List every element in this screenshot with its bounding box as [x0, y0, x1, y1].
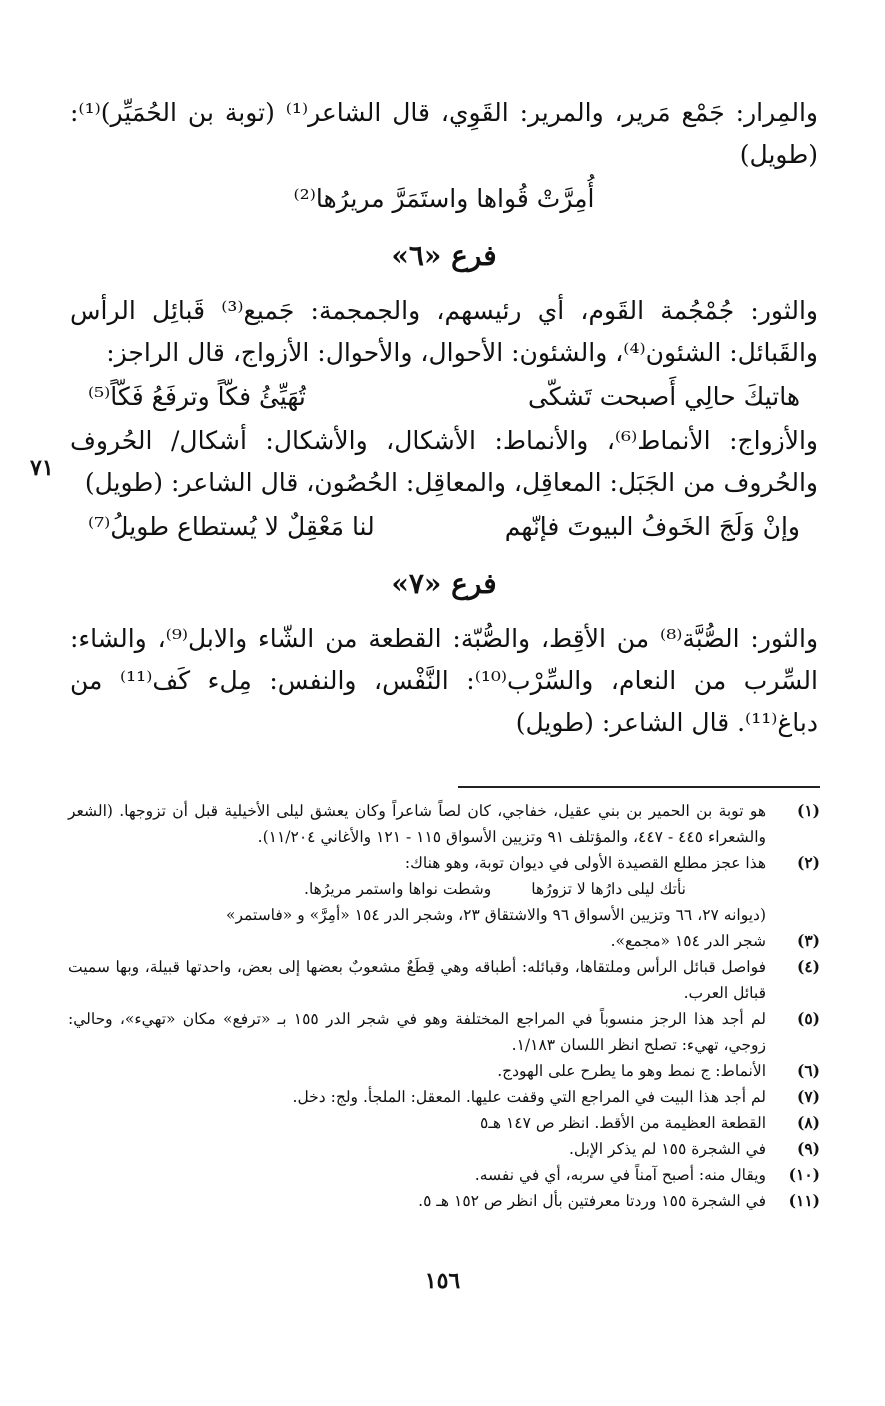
footnote-item — [68, 1110, 820, 1136]
footnote-text: هذا عجز مطلع القصيدة الأولى في ديوان توبة، وهو هناك: — [404, 854, 766, 872]
footnote-number: (٢) — [796, 853, 820, 872]
verse-2-first-hemistich: هاتيكَ حالِي أَصبحت تَشكّى — [527, 382, 800, 411]
footnote-text: لم أجد هذا الرجز منسوباً في المراجع المختلفة وهو في شجر الدر ١٥٥ بـ «ترفع» مكان «تهيء»، وحالي: زوجي، تهيء: تصلح انظر اللسان ١/١٨٣. — [68, 1010, 766, 1054]
footnote-number: (١١) — [788, 1191, 820, 1210]
footnote-text: في الشجرة ١٥٥ لم يذكر الإبل. — [568, 1140, 766, 1158]
paragraph-4: والثور: الصُّبَّة⁽⁸⁾ من الأقِط، والصُّبّة: القطعة من الشّاء والابل⁽⁹⁾، والشاء: السِّرب من النعام، والسِّرْب⁽¹⁰⁾: النَّفْس، والنفس: مِلء كَف⁽¹¹⁾ من دباغ⁽¹¹⁾. قال الشاعر: (طويل) — [70, 624, 819, 737]
footnote-text-continued: (ديوانه ٢٧، ٦٦ وتزيين الأسواق ٩٦ والاشتقاق ٢٣، وشجر الدر ١٥٤ «أمِرَّ» و «فاستمر» — [226, 906, 766, 924]
verse-2-second-hemistich: تُهَيِّئُ فكّاً وترفَعُ فَكّاً⁽⁵⁾ — [88, 382, 306, 411]
footnote-text: فواصل قبائل الرأس وملتقاها، وقبائله: أطباقه وهي قِطَعٌ مشعوبٌ بعضها إلى بعض، واحدتها قبيلة، وبها سميت قبائل العرب. — [68, 958, 766, 1002]
footnote-number: (١٠) — [788, 1165, 820, 1184]
footnote-item — [68, 1162, 820, 1188]
verse-3 — [70, 504, 818, 550]
footnote-item — [68, 1136, 820, 1162]
footnote-item — [68, 928, 820, 954]
footnote-item — [68, 1084, 820, 1110]
paragraph-2: والثور: جُمْجُمة القَوم، أي رئيسهم، والجمجمة: جَميع⁽³⁾ قَبائِل الرأس والقَبائل: الشئون⁽⁴⁾، والشئون: الأحوال، والأحوال: الأزواج، قال الراجز: — [70, 296, 818, 367]
footnote-text: القطعة العظيمة من الأقط. انظر ص ١٤٧ هـ٥ — [480, 1114, 766, 1132]
footnote-item — [68, 1058, 820, 1084]
footnote-text: الأنماط: ج نمط وهو ما يطرح على الهودج. — [497, 1062, 766, 1080]
footnote-text: هو توبة بن الحمير بن بني عقيل، خفاجي، كان لصاً شاعراً وكان يعشق ليلى الأخيلية قبل أن تزوجها. (الشعر والشعراء ٤٤٥ - ٤٤٧، والمؤتلف ٩١ وتزيين الأسواق ١١٥ - ١٢١ والأغاني ١١/٢٠٤). — [68, 802, 766, 846]
footnote-item — [68, 1188, 820, 1214]
footnote-number: (١) — [796, 801, 820, 820]
footnote-text: ويقال منه: أصبح آمناً في سربه، أي في نفسه. — [474, 1166, 766, 1184]
footnote-number: (٦) — [796, 1061, 820, 1080]
footnote-verse-first: نأتك ليلى دارُها لا تزورُها — [531, 880, 686, 898]
footnote-item — [68, 1006, 820, 1058]
footnote-number: (٧) — [796, 1087, 820, 1106]
section-heading-6: فرع «٦» — [391, 239, 497, 272]
footnote-verse-second: وشطت نواها واستمر مريرُها. — [304, 880, 492, 898]
paragraph-3: والأزواج: الأنماط⁽⁶⁾، والأنماط: الأشكال، والأشكال: أشكال/ الحُروف والحُروف من الجَبَل: المعاقِل، والمعاقِل: الحُصُون، قال الشاعر: (طويل) — [70, 426, 818, 497]
section-heading-7: فرع «٧» — [391, 567, 497, 600]
footnotes — [68, 798, 820, 1214]
verse-3-first-hemistich: وإنْ وَلَجَ الخَوفُ البيوتَ فإنّهم — [504, 512, 800, 541]
paragraph-1: والمِرار: جَمْع مَرير، والمرير: القَوِي، قال الشاعر⁽¹⁾ (توبة بن الحُمَيِّر)⁽¹⁾: (طويل) — [70, 98, 818, 169]
footnote-item — [68, 798, 820, 850]
footnote-item — [68, 954, 820, 1006]
footnote-number: (٤) — [796, 957, 820, 976]
verse-2 — [70, 374, 818, 420]
footnote-number: (٣) — [796, 931, 820, 950]
footnote-number: (٩) — [796, 1139, 820, 1158]
main-text — [70, 92, 818, 744]
footnote-item — [68, 850, 820, 928]
page-number: ١٥٦ — [424, 1268, 461, 1294]
verse-3-second-hemistich: لنا مَعْقِلٌ لا يُستطاع طويلُ⁽⁷⁾ — [88, 512, 375, 541]
footnote-text: شجر الدر ١٥٤ «مجمع». — [610, 932, 766, 950]
verse-1: أُمِرَّتْ قُواها واستَمَرَّ مريرُها⁽²⁾ — [293, 184, 595, 213]
footnote-number: (٨) — [796, 1113, 820, 1132]
footnote-verse — [68, 876, 766, 902]
footnote-separator — [458, 786, 820, 788]
margin-folio-mark: ٧١ — [30, 455, 54, 481]
footnote-number: (٥) — [796, 1009, 820, 1028]
footnote-text: في الشجرة ١٥٥ وردتا معرفتين بأل انظر ص ١٥٢ هـ ٥. — [418, 1192, 766, 1210]
footnote-body — [68, 850, 766, 928]
footnote-text: لم أجد هذا البيت في المراجع التي وقفت عليها. المعقل: الملجأ. ولج: دخل. — [292, 1088, 766, 1106]
